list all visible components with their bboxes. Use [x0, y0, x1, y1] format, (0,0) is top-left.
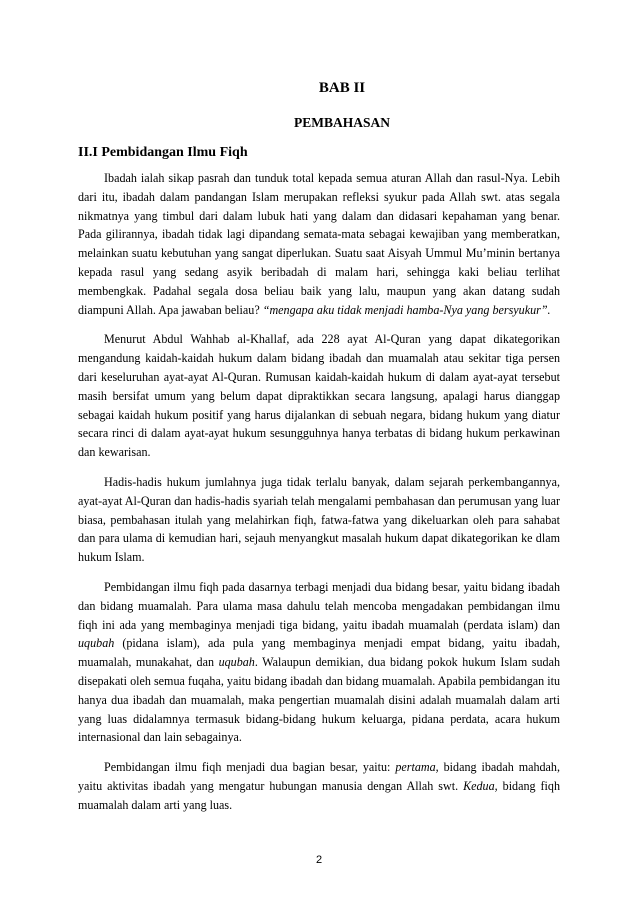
page-number: 2 — [315, 854, 323, 866]
paragraph-text: Ibadah ialah sikap pasrah dan tunduk total kepada semua aturan Allah dan rasul-Nya. Lebih dari itu, ibadah dalam pandangan Islam merupakan refleksi syukur pada Allah swt. atas segala nikmatnya yang timbul dari dalam lubuk hati yang dalam dan didasari kepahaman yang benar. Pada gilirannya, ibadah tidak lagi dipandang semata-mata sebagai kewajiban yang memberatkan, melainkan suatu kebutuhan yang sangat diperlukan. Suatu saat Aisyah Ummul Mu’minin bertanya kepada rasul yang sedang asyik beribadah di malam hari, sehingga kaki beliau terlihat membengkak. Padahal segala dosa beliau baik yang lalu, maupun yang akan datang sudah diampuni Allah. Apa jawaban beliau? — [78, 171, 560, 317]
paragraph-text: bidang ibadah mahdah, yaitu aktivitas ibadah yang mengatur hubungan manusia dengan Allah swt. — [78, 760, 560, 793]
paragraph-text: Pembidangan ilmu fiqh pada dasarnya terbagi menjadi dua bidang besar, yaitu bidang ibadah dan bidang muamalah. Para ulama masa dahulu telah mencoba mengadakan pembidangan ilmu fiqh ini ada yang membaginya menjadi tiga bidang, yaitu ibadah muamalah (perdata islam) dan — [78, 579, 560, 632]
section-heading: II.I Pembidangan Ilmu Fiqh — [78, 145, 248, 160]
chapter-subtitle: PEMBAHASAN — [293, 115, 390, 130]
paragraph-text: (pidana islam), ada pula yang membaginya menjadi empat bidang, yaitu ibadah, muamalah, munakahat, dan — [78, 636, 560, 670]
paragraph-abdul-wahhab: Menurut Abdul Wahhab al-Khallaf, ada 228 ayat Al-Quran yang dapat dikategorikan mengandung kaidah-kaidah hukum dalam bidang ibadah dan muamalah atau sekitar tiga persen dari keseluruhan ayat-ayat Al-Quran. Rumusan kaidah-kaidah hukum di dalam ayat-ayat tersebut masih bersifat umum yang belum dapat dipraktikkan secara langsung, apalagi harus dianggap sebagai kaidah hukum positif yang harus dijalankan di sebuah negara, bidang hukum yang diatur secara rinci di dalam ayat-ayat hukum sesungguhnya hanya terbatas di bidang hukum perkawinan dan kewarisan. — [78, 332, 560, 460]
paragraph-dua-bagian — [78, 758, 560, 814]
paragraph-ibadah — [78, 169, 560, 319]
paragraph-text: Pembidangan ilmu fiqh menjadi dua bagian besar, yaitu: — [104, 760, 396, 775]
italic-term: pertama, — [395, 760, 439, 775]
italic-term: uqubah — [78, 636, 115, 651]
paragraph-text: bidang fiqh muamalah dalam arti yang luas. — [78, 778, 560, 812]
chapter-title: BAB II — [318, 80, 366, 96]
document-body — [78, 169, 560, 826]
italic-term: uqubah — [218, 655, 255, 670]
italic-term: Kedua, — [463, 778, 498, 793]
paragraph-pembidangan — [78, 578, 560, 747]
paragraph-text: . Walaupun demikian, dua bidang pokok hukum Islam sudah disepakati oleh semua fuqaha, yaitu bidang ibadah dan bidang muamalah. Apabila pembidangan itu hanya dua ibadah dan muamalah, maka pengertian muamalah disini adalah muamalah dalam arti yang luas didalamnya termasuk bidang-bidang hukum keluarga, pidana perdata, acara hukum internasional dan lain sebagainya. — [78, 655, 560, 745]
quote-text: “mengapa aku tidak menjadi hamba-Nya yang bersyukur”. — [262, 302, 551, 317]
paragraph-hadis: Hadis-hadis hukum jumlahnya juga tidak terlalu banyak, dalam sejarah perkembangannya, ayat-ayat Al-Quran dan hadis-hadis syariah telah mengalami pembahasan dan perumusan yang luar biasa, pembahasan itulah yang melahirkan fiqh, fatwa-fatwa yang dikeluarkan oleh para sahabat dan para ulama di kemudian hari, sejauh menyangkut masalah hukum dapat dikategorikan ke dlam hukum Islam. — [78, 474, 560, 565]
